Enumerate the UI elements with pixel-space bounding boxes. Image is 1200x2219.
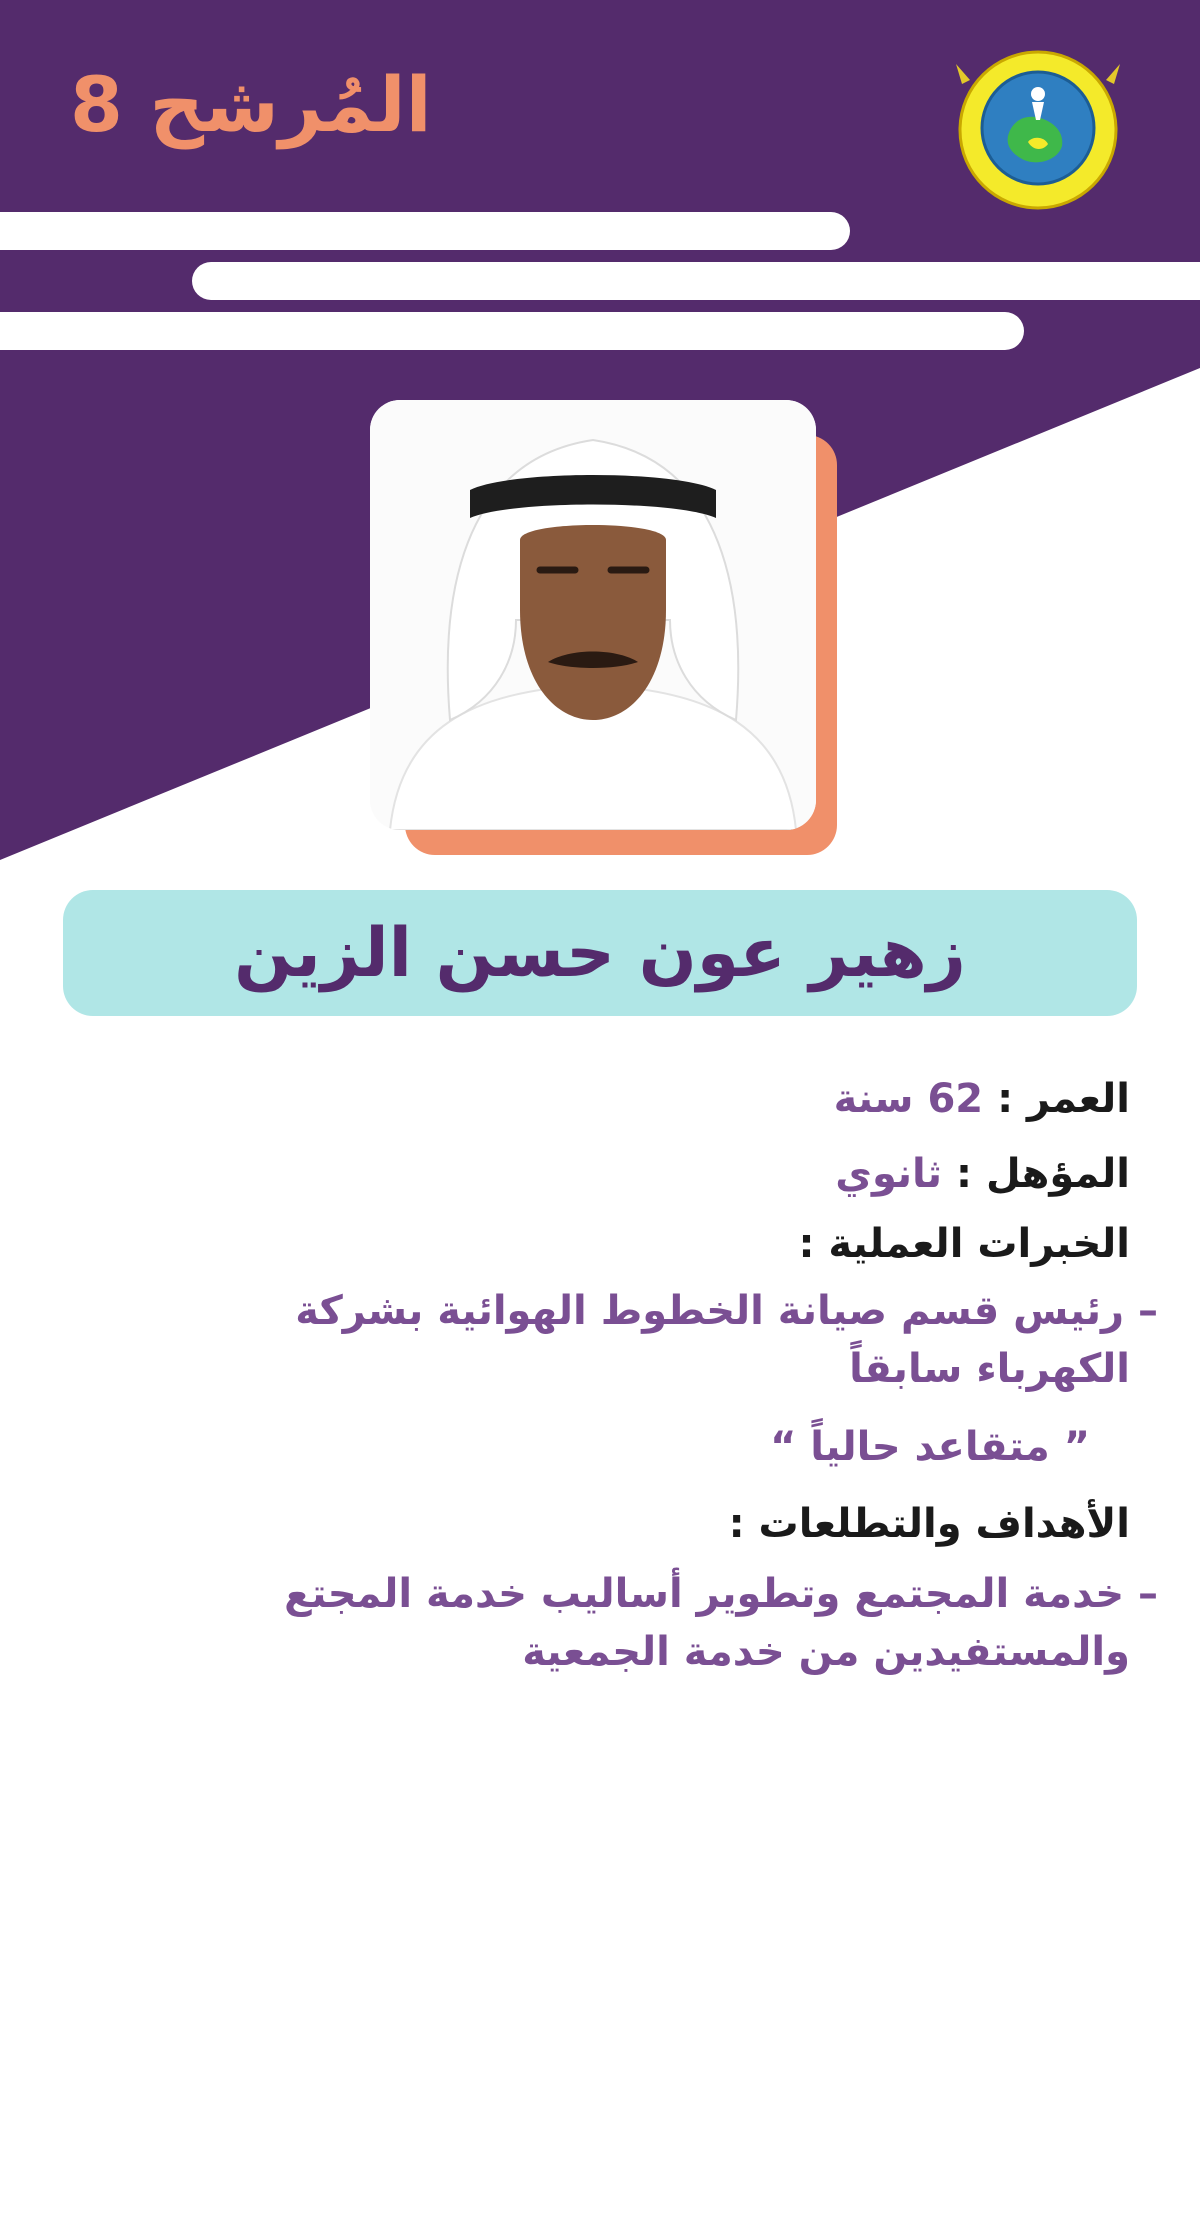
goals-heading-row (180, 1495, 1130, 1553)
experience-item: – رئيس قسم صيانة الخطوط الهوائية بشركة الكهرباء سابقاً (295, 1288, 1158, 1392)
age-label: العمر : (997, 1076, 1130, 1122)
goals-item: – خدمة المجتمع وتطوير أساليب خدمة المجتع والمستفيدين من خدمة الجمعية (284, 1571, 1158, 1675)
candidate-name-banner (63, 890, 1137, 1016)
experience-heading-row (180, 1215, 1130, 1273)
experience-note: ” متقاعد حالياً “ (770, 1424, 1090, 1470)
qualification-value: ثانوي (835, 1151, 943, 1197)
age-value: 62 سنة (833, 1076, 984, 1122)
qualification-label: المؤهل : (956, 1151, 1130, 1197)
association-logo (940, 40, 1136, 216)
age-row (180, 1070, 1130, 1128)
experience-label: الخبرات العملية : (798, 1221, 1130, 1267)
qualification-row (180, 1145, 1130, 1203)
page-title: المُرشح 8 (70, 60, 432, 149)
goals-label: الأهداف والتطلعات : (728, 1501, 1130, 1547)
candidate-name: زهير عون حسن الزين (234, 913, 966, 993)
candidate-photo (370, 400, 816, 830)
